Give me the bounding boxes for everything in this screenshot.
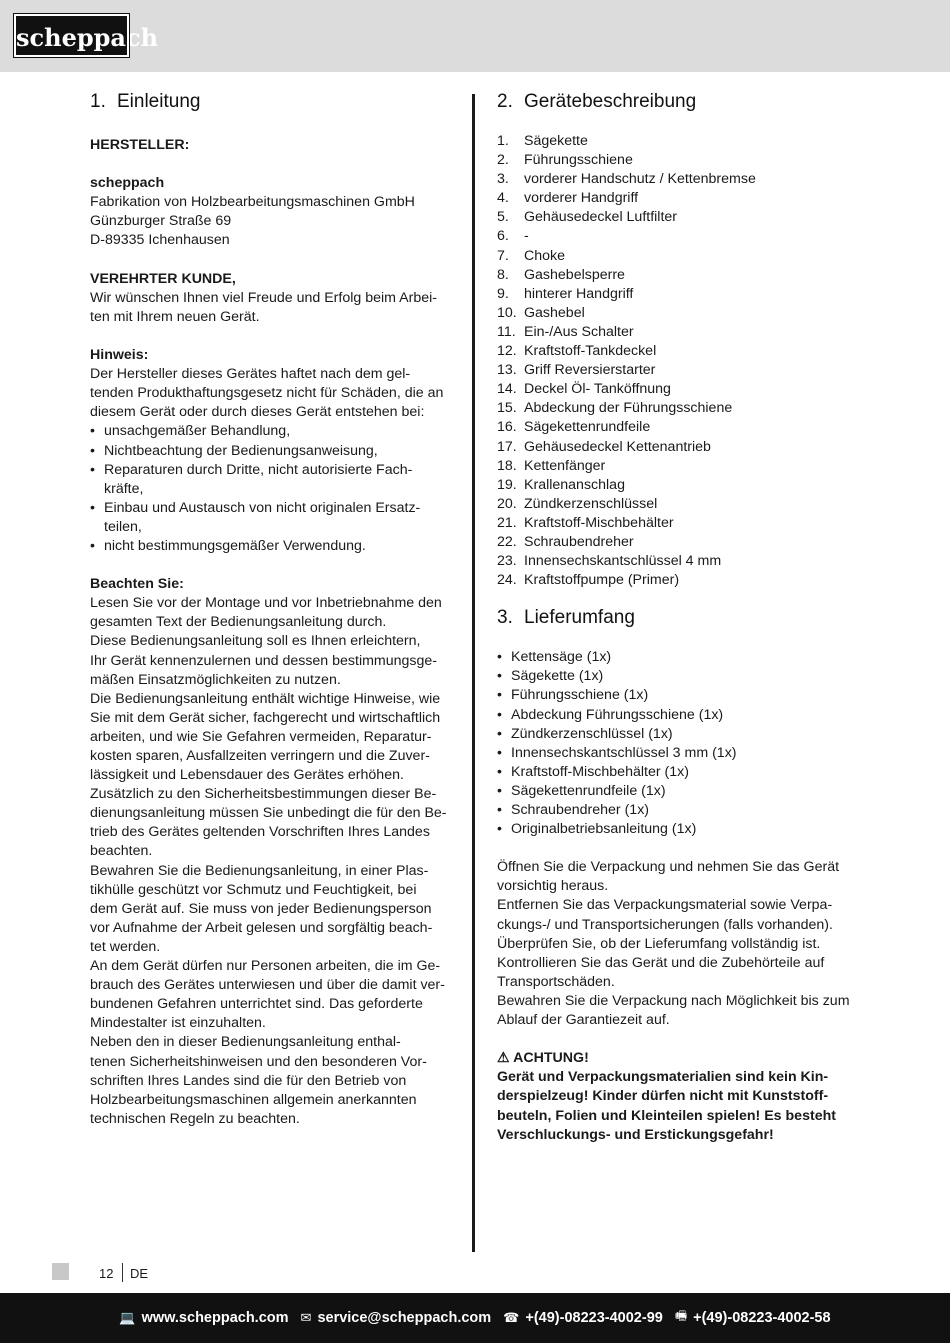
footer-web[interactable]: 💻 www.scheppach.com [119,1310,289,1326]
section-heading-einleitung: 1. Einleitung [90,91,201,112]
list-item: 9. hinterer Handgriff [497,285,634,302]
list-item: 5. Gehäusedeckel Luftfilter [497,209,678,226]
text-line: Der Hersteller dieses Gerätes haftet nach dem gel- [90,366,411,383]
hinweis-list [90,422,452,556]
mail-icon: ✉ [300,1310,312,1325]
list-item: 23. Innensechskantschlüssel 4 mm [497,553,722,570]
list-item: • Nichtbeachtung der Bedienungsanweisung, [90,442,452,461]
phone-icon: ☎ [503,1310,520,1325]
list-item: 24. Kraftstoffpumpe (Primer) [497,572,680,589]
page-number-separator [122,1263,123,1282]
scheppach-logo: scheppach [14,14,129,57]
right-column [497,90,859,1145]
list-item: 3. vorderer Handschutz / Kettenbremse [497,171,756,188]
list-item: 15. Abdeckung der Führungsschiene [497,400,733,417]
list-item: • Innensechskantschlüssel 3 mm (1x) [497,744,859,763]
list-item: • Schraubendreher (1x) [497,801,859,820]
list-item: 7. Choke [497,247,566,264]
list-item: • Sägekette (1x) [497,667,859,686]
list-item: • Sägekettenrundfeile (1x) [497,782,859,801]
list-item: • Kettensäge (1x) [497,648,859,667]
list-item: 1. Sägekette [497,133,588,149]
list-item: 8. Gashebelsperre [497,266,625,283]
page-header [0,0,950,72]
hersteller-label: HERSTELLER: [90,137,190,153]
beachten-label: Beachten Sie: [90,576,184,593]
footer-fax[interactable]: 🖷 +(49)-08223-4002-58 [675,1307,831,1329]
list-item: • Zündkerzenschlüssel (1x) [497,725,859,744]
left-column [90,90,452,1129]
computer-icon: 💻 [119,1310,136,1325]
delivery-list [497,648,859,839]
list-item: 11. Ein-/Aus Schalter [497,323,634,340]
warning-block: ⚠ ACHTUNG! Gerät und Verpackungsmaterialien sind kein Kin- derspielzeug! Kinder dürfen nicht mit Kunststoff- beuteln, Folien und Kleinteilen spielen! Es besteht Verschluckungs- und Erstickungsgefahr! [497,1049,859,1144]
footer-phone[interactable]: ☎ +(49)-08223-4002-99 [503,1310,663,1326]
text-line: Wir wünschen Ihnen viel Freude und Erfolg beim Arbei- [90,289,437,306]
footer-mail[interactable]: ✉ service@scheppach.com [300,1310,492,1326]
list-item: • Abdeckung Führungsschiene (1x) [497,706,859,725]
parts-list [497,132,859,590]
list-item: 10. Gashebel [497,304,585,321]
unpack-text: Öffnen Sie die Verpackung und nehmen Sie das Gerät vorsichtig heraus. Entfernen Sie das Verpackungsmaterial sowie Verpa- ckungs-/ und Transportsicherungen (falls vorhanden). Überprüfen Sie, ob der Lieferumfang vollständig ist. Kontrollieren Sie das Gerät und die Zubehörteile auf Transportschäden. Bewahren Sie die Verpackung nach Möglichkeit bis zum Ablauf der Garantiezeit auf. [497,859,850,1029]
list-item: 4. vorderer Handgriff [497,190,639,207]
list-item: 22. Schraubendreher [497,533,634,550]
list-item: 12. Kraftstoff-Tankdeckel [497,343,657,360]
list-item: • nicht bestimmungsgemäßer Verwendung. [90,537,452,556]
list-item: • Kraftstoff-Mischbehälter (1x) [497,763,859,782]
list-item: 13. Griff Reversierstarter [497,362,656,379]
list-item: • Einbau und Austausch von nicht originalen Ersatz- teilen, [90,499,452,537]
address-line: D-89335 Ichenhausen [90,232,230,249]
text-line: tenden Produkthaftungsgesetz nicht für Schäden, die an [90,385,444,402]
list-item: 6. - [497,228,529,245]
list-item: • Reparaturen durch Dritte, nicht autorisierte Fach- kräfte, [90,461,452,499]
address-line: Günzburger Straße 69 [90,213,232,230]
list-item: 21. Kraftstoff-Mischbehälter [497,514,674,531]
column-divider [472,94,475,1252]
section-heading-lieferumfang: 3. Lieferumfang [497,607,635,629]
list-item: 19. Krallenanschlag [497,476,625,493]
warning-title: ⚠ ACHTUNG! [497,1050,589,1067]
list-item: 18. Kettenfänger [497,457,606,474]
address-company: scheppach [90,175,165,192]
list-item: • Führungsschiene (1x) [497,686,859,705]
fax-icon: 🖷 [674,1308,688,1323]
address-line: Fabrikation von Holzbearbeitungsmaschinen GmbH [90,194,415,211]
section-heading-geraetebeschreibung: 2. Gerätebeschreibung [497,91,697,112]
text-line: diesem Gerät oder durch dieses Gerät entstehen bei: [90,404,425,421]
text-line: ten mit Ihrem neuen Gerät. [90,308,260,325]
language-code: DE [130,1266,149,1281]
list-item: 20. Zündkerzenschlüssel [497,495,658,512]
beachten-text: Lesen Sie vor der Montage und vor Inbetriebnahme den gesamten Text der Bedienungsanleitung durch. Diese Bedienungsanleitung soll es Ihnen erleichtern, Ihr Gerät kennenzulernen und dessen bestimmungsge- mäßen Einsatzmöglichkeiten zu nutzen. Die Bedienungsanleitung enthält wichtige Hinweise, wie Sie mit dem Gerät sicher, fachgerecht und wirtschaftlich arbeiten, und wie Sie Gefahren vermeiden, Reparatur- kosten sparen, Ausfallzeiten verringern und die Zuver- lässigkeit und Lebensdauer des Gerätes erhöhen. Zusätzlich zu den Sicherheitsbestimmungen dieser Be- dienungsanleitung müssen Sie unbedingt die für den Be- trieb des Gerätes geltenden Vorschriften Ihres Landes beachten. Bewahren Sie die Bedienungsanleitung, in einer Plas- tikhülle geschützt vor Schmutz und Feuchtigkeit, bei dem Gerät auf. Sie muss von jeder Bedienungsperson vor Aufnahme der Arbeit gelesen und sorgfältig beach- tet werden. An dem Gerät dürfen nur Personen arbeiten, die im Ge- brauch des Gerätes unterwiesen und über die damit ver- bundenen Gefahren unterrichtet sind. Das geforderte Mindestalter ist einzuhalten. Neben den in dieser Bedienungsanleitung enthal- tenen Sicherheitshinweisen und den besonderen Vor- schriften Ihres Landes sind die für den Betrieb von Holzbearbeitungsmaschinen allgemein anerkannten technischen Regeln zu beachten. [90,595,447,1127]
list-item: • Originalbetriebsanleitung (1x) [497,820,859,839]
kunde-label: VEREHRTER KUNDE, [90,270,236,287]
page-marker [52,1263,69,1280]
list-item: 17. Gehäusedeckel Kettenantrieb [497,438,711,455]
list-item: • unsachgemäßer Behandlung, [90,422,452,441]
hinweis-label: Hinweis: [90,347,149,364]
list-item: 2. Führungsschiene [497,152,633,169]
list-item: 16. Sägekettenrundfeile [497,419,651,436]
page-footer [0,1293,950,1343]
list-item: 14. Deckel Öl- Tanköffnung [497,381,671,398]
page-number: 12 [99,1266,114,1281]
